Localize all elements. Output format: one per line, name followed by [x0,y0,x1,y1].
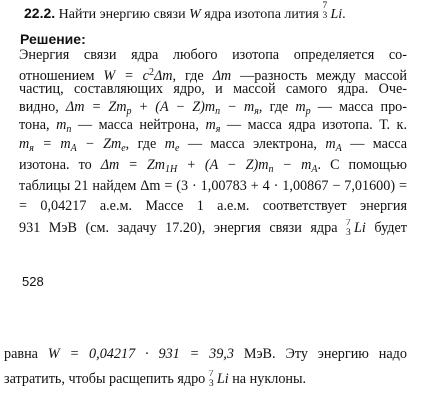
body-line-6: $m_я = m_A - Zm_e$, где $m_e$ — масса электрона, $m_A$ — масса [19,136,408,154]
body-line-5: тона, $m_n$ — масса нейтрона, $m_я$ — масса ядра изотопа. Т. к. [19,117,407,135]
body-line-9: = 0,04217 а.е.м. Массе 1 а.е.м. соответствует энергия [19,198,407,214]
body-line-10: 931 МэВ (см. задачу 17.20), энергия связи ядра 7 3 Li будет [19,219,407,237]
isotope-notation: 7 3 [346,219,351,237]
solution-heading: Решение: [20,31,86,47]
problem-number: 22.2. [24,5,56,21]
body-line-7: изотона. то $\Delta m = Zm_{1H} + (A - Z)m_n - m_A$. С помощью [19,157,408,175]
body-line-8: таблицы 21 найдем Δm = (3 · 1,00783 + 4 · 1,00867 − 7,01600) = [19,178,408,194]
body-line-4: видно, $\Delta m = Zm_p + (A - Z)m_n - m_я$, где $m_p$ — масса про- [19,99,407,117]
continuation-line-2: затратить, чтобы расщепить ядро 7 3 Li на нуклоны. [4,370,307,388]
body-line-2: отношением $W = c^2\Delta m$, где Δm —разность между массой [19,67,408,84]
page-number: 528 [22,274,44,289]
problem-text-2: ядра изотопа лития [204,7,319,22]
continuation-line-1: равна W = 0,04217 · 931 = 39,3 МэВ. Эту энергию надо [4,346,407,362]
body-line-1: Энергия связи ядра любого изотопа определяется со- [19,47,407,63]
isotope-notation: 7 3 [208,370,214,388]
problem-statement: 22.2. Найти энергию связи W ядра изотопа лития 7 3 Li. [24,1,346,22]
problem-text: Найти энергию связи [58,7,186,22]
var-w: W [189,7,201,22]
isotope-notation: 7 3 [322,1,328,21]
isotope-symbol: Li [330,7,343,22]
body-line-3: частиц, составляющих ядро, и массой самого ядра. Оче- [19,81,407,97]
